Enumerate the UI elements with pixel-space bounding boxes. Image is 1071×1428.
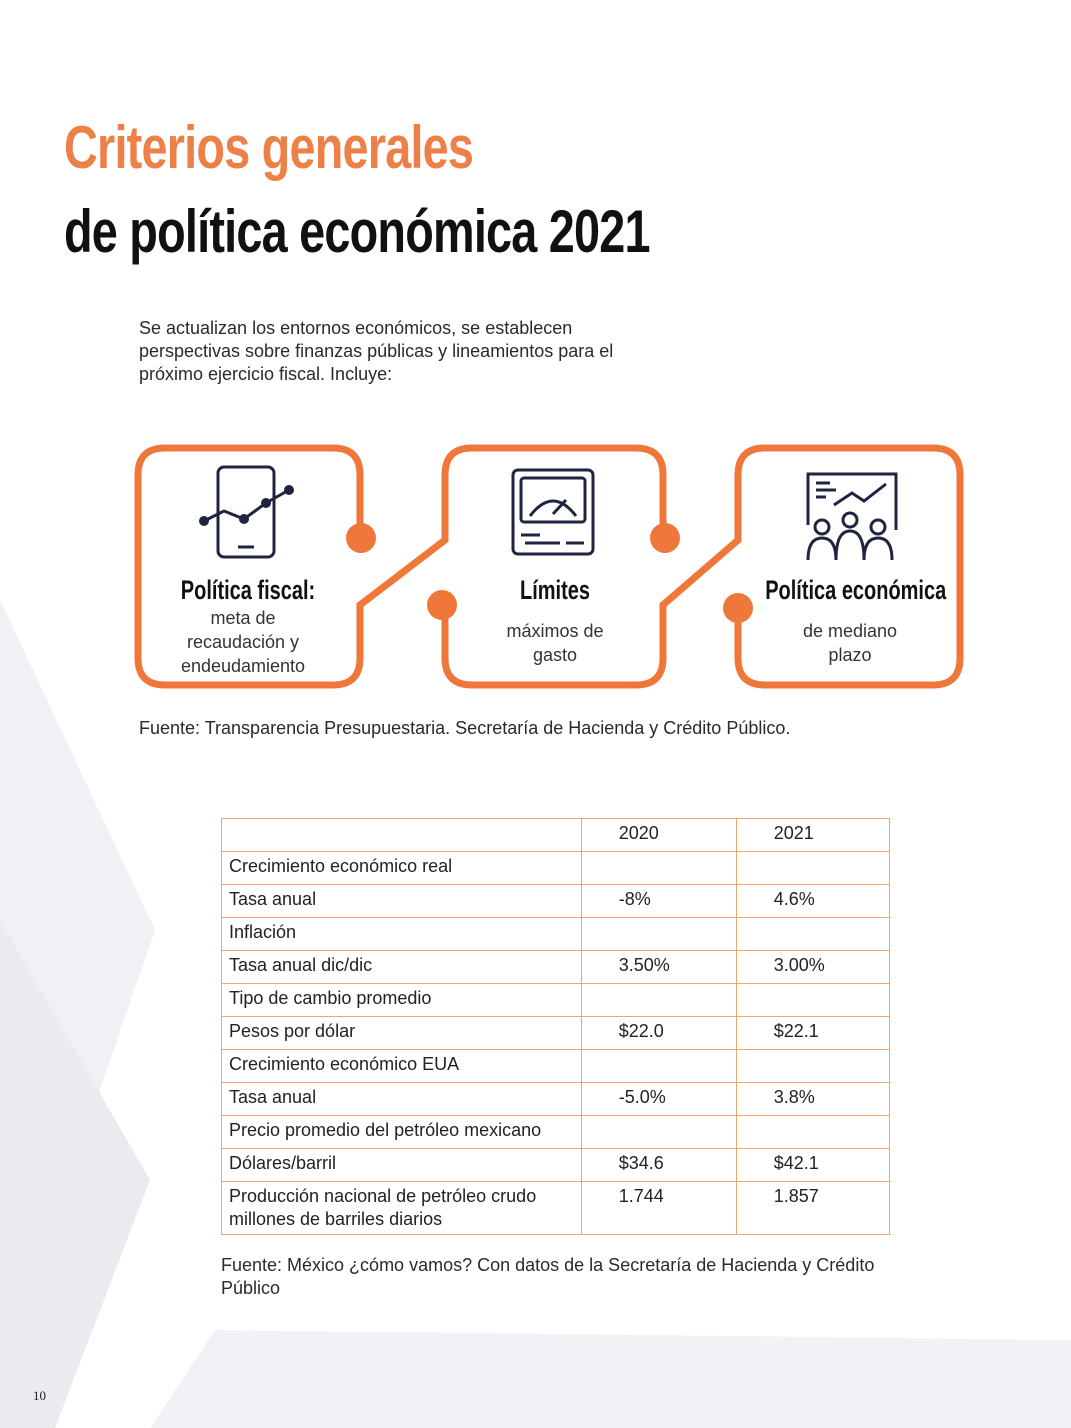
card-1-desc-line: meta de — [210, 608, 276, 628]
card-2-title: Límites — [520, 575, 590, 605]
table-row — [222, 1182, 890, 1235]
table-label-cell: Tasa anual — [222, 1083, 582, 1116]
table-value-2020 — [581, 1116, 736, 1149]
table-value-2021: 3.8% — [736, 1083, 889, 1116]
table-value-2021 — [736, 1116, 889, 1149]
table-row — [222, 852, 890, 885]
table-label-cell: Inflación — [222, 918, 582, 951]
card-2-desc — [465, 619, 645, 667]
table-value-2020: -8% — [581, 885, 736, 918]
title-line-1: Criterios generales — [64, 114, 474, 181]
table-header-row — [222, 819, 890, 852]
table-value-2021 — [736, 918, 889, 951]
presentation-audience-icon — [808, 474, 896, 560]
table-header-cell: 2021 — [736, 819, 889, 852]
gauge-meter-icon — [513, 470, 593, 554]
table-value-2020 — [581, 984, 736, 1017]
table-row — [222, 885, 890, 918]
intro-paragraph: Se actualizan los entornos económicos, se establecen perspectivas sobre finanzas públicas y lineamientos para el próximo ejercicio fiscal. Incluye: — [139, 318, 614, 384]
table-value-2020: $22.0 — [581, 1017, 736, 1050]
table-row — [222, 1116, 890, 1149]
table-label-cell: Tipo de cambio promedio — [222, 984, 582, 1017]
table-value-2020: 3.50% — [581, 951, 736, 984]
title-line-2: de política económica 2021 — [64, 198, 650, 265]
table-header-cell — [222, 819, 582, 852]
table-value-2021: $42.1 — [736, 1149, 889, 1182]
table-value-2020: -5.0% — [581, 1083, 736, 1116]
table-label-cell: Producción nacional de petróleo crudo millones de barriles diarios — [222, 1182, 582, 1235]
table-value-2020 — [581, 1050, 736, 1083]
table-label-cell: Tasa anual dic/dic — [222, 951, 582, 984]
table-row — [222, 918, 890, 951]
connector-dot-3 — [650, 523, 680, 553]
table-value-2020: 1.744 — [581, 1182, 736, 1235]
card-2-desc-line: máximos de — [506, 621, 604, 641]
table-row — [222, 1149, 890, 1182]
table-label-cell: Pesos por dólar — [222, 1017, 582, 1050]
table-value-2021: 1.857 — [736, 1182, 889, 1235]
table-value-2020: $34.6 — [581, 1149, 736, 1182]
table-value-2021 — [736, 852, 889, 885]
source-note-1: Fuente: Transparencia Presupuestaria. Secretaría de Hacienda y Crédito Público. — [139, 718, 791, 738]
table-row — [222, 951, 890, 984]
card-1-desc-line: endeudamiento — [180, 656, 306, 676]
economic-indicators-table — [221, 818, 890, 1235]
card-1-title: Política fiscal: — [180, 575, 316, 605]
table-header-cell: 2020 — [581, 819, 736, 852]
connector-dot-2 — [427, 590, 457, 620]
table-value-2021 — [736, 1050, 889, 1083]
table-label-cell: Crecimiento económico EUA — [222, 1050, 582, 1083]
table-row — [222, 1017, 890, 1050]
table-label-cell: Dólares/barril — [222, 1149, 582, 1182]
card-3-title: Política económica — [765, 575, 947, 605]
source-note-2: Fuente: México ¿cómo vamos? Con datos de la Secretaría de Hacienda y Crédito Público — [221, 1255, 875, 1298]
table-label-cell: Precio promedio del petróleo mexicano — [222, 1116, 582, 1149]
card-3-desc — [760, 619, 940, 667]
smartphone-chart-icon — [201, 467, 293, 557]
card-2-desc-line: gasto — [532, 645, 578, 665]
card-1-desc — [148, 606, 338, 678]
card-1-desc-line: recaudación y — [186, 632, 300, 652]
connector-dot-4 — [723, 593, 753, 623]
table-row — [222, 984, 890, 1017]
table-label-cell: Crecimiento económico real — [222, 852, 582, 885]
table-value-2021 — [736, 984, 889, 1017]
table-value-2021: 4.6% — [736, 885, 889, 918]
table-label-cell: Tasa anual — [222, 885, 582, 918]
table-value-2020 — [581, 918, 736, 951]
table-value-2021: $22.1 — [736, 1017, 889, 1050]
table-value-2021: 3.00% — [736, 951, 889, 984]
table-row — [222, 1083, 890, 1116]
connector-dot-1 — [346, 523, 376, 553]
page-number: 10 — [33, 1388, 46, 1403]
card-3-desc-line: plazo — [828, 645, 872, 665]
table-row — [222, 1050, 890, 1083]
card-3-desc-line: de mediano — [802, 621, 898, 641]
table-value-2020 — [581, 852, 736, 885]
